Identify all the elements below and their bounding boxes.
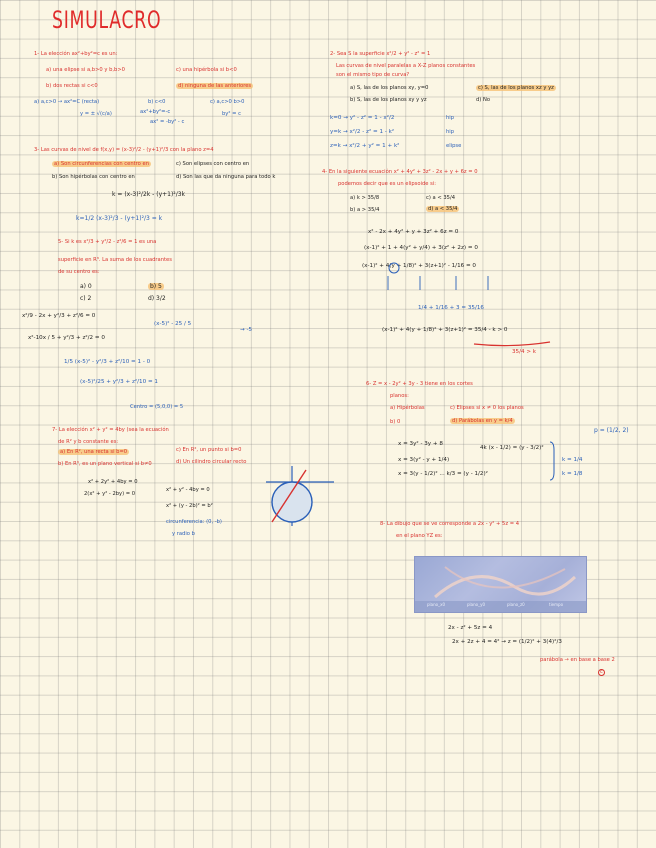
q5-work-3: (x-5)² - 25 / 5 — [154, 321, 192, 327]
q2-tag-1: hip — [446, 115, 455, 121]
arrow-marks — [388, 276, 488, 290]
q5-work-4: → -5 — [240, 327, 253, 333]
q2-work-2: y=k → x²/2 - z² = 1 - k² — [330, 129, 395, 135]
q7-statement-2: de R² y b constante es: — [58, 439, 119, 445]
q3-equation-2: k=1/2 (x-3)²/3 - (y+1)²/3 = k — [76, 215, 163, 222]
q1-work-b: b) c<0 — [148, 99, 166, 105]
q6-side-3: k = 1/4 — [562, 457, 583, 463]
q1-work-a: a) a,c>0 → ax²=C (recta) — [34, 99, 100, 105]
q5-work-6: (x-5)²/25 + y²/3 + z²/10 = 1 — [80, 379, 158, 385]
q6-work-1: x = 3y² - 3y + 8 — [398, 441, 443, 447]
photo-label-3: plano_z0 — [507, 602, 525, 607]
q4-work-4: 1/4 + 1/16 + 3 = 35/16 — [418, 305, 484, 311]
q6-work-3: x = 3(y - 1/2)² ... k/3 = (y - 1/2)² — [398, 471, 488, 477]
q6-statement: 6- Z = x - 2y² + 3y - 3 tiene en los cortes — [366, 381, 473, 387]
q5-work-2: x²-10x / 5 + y²/3 + z²/2 = 0 — [28, 335, 105, 341]
q2-option-b: b) S, las de los planos xy y yz — [350, 97, 427, 103]
q2-work-3: z=k → x²/2 + y² = 1 + k² — [330, 143, 400, 149]
q6-option-d: d) Parábolas en y = k/4 — [452, 418, 513, 424]
q2-option-a: a) S, las de los planos xy, y=0 — [350, 85, 429, 91]
q6-work-2: x = 3(y² - y + 1/4) — [398, 457, 450, 463]
q1-work-b2: ax²+by²=-c — [140, 109, 171, 115]
q7-option-b: b) En R³, es un plano vertical si b≠0 — [58, 461, 152, 467]
q1-work-c2: by² = c — [222, 111, 241, 117]
q4-work-3: (x-1)² + 4(y + 1/8)² + 3(z+1)² - 1/16 = 0 — [362, 263, 476, 269]
bracket-stroke — [550, 442, 554, 480]
q6-statement-2: planos: — [390, 393, 409, 399]
q2-tag-3: elipse — [446, 143, 462, 149]
q7-circle-sketch — [262, 464, 338, 528]
q6-option-b: b) 0 — [390, 419, 401, 425]
q1-option-c: c) una hipérbola si b<0 — [176, 67, 237, 73]
q2-option-d: d) No — [476, 97, 491, 103]
q7-work-1b: x² + y² - 4by = 0 — [166, 487, 210, 493]
q4-underline — [472, 340, 552, 348]
q3-statement: 3- Las curvas de nivel de f(x,y) = (x-3)²/2 - (y+1)²/3 con la plano z=4 — [34, 147, 214, 153]
q6-option-c: c) Elipses si x ≠ 0 los planos — [450, 405, 524, 411]
q7-work-2: 2(x² + y² - 2by) = 0 — [84, 491, 136, 497]
q5-work-1: x²/9 - 2x + y²/3 + z²/6 = 0 — [22, 313, 96, 319]
q6-side-4: k = 1/8 — [562, 471, 583, 477]
photo-label-1: plano_x0 — [427, 602, 445, 607]
q7-option-a: a) En R², una recta si b=0 — [60, 449, 128, 455]
q8-work-3: parábola → en base a base 2 — [540, 657, 615, 663]
sketch-circle — [272, 482, 312, 522]
q2-work-1: k=0 → y² - z² = 1 - x²/2 — [330, 115, 395, 121]
q6-option-a: a) Hipérbolas — [390, 405, 425, 411]
q7-work-3: circunferencia: (0, -b) — [166, 519, 222, 525]
q5-statement: 5- Si k es x²/3 + y²/2 - z²/6 = 1 es una — [58, 239, 157, 245]
q5-option-a: a) 0 — [80, 283, 92, 290]
photo-label-4: tiempo — [549, 602, 564, 607]
q4-work-5: (x-1)² + 4(y + 1/8)² + 3(z+1)² = 35/4 - k > 0 — [382, 327, 508, 333]
q2-statement-2: Las curvas de nivel paralelas a X-Z planos constantes — [336, 63, 476, 69]
q3-option-a: a) Son circunferencias con centro en — [54, 161, 149, 167]
q4-statement: 4- En la siguiente ecuación x² + 4y² + 3z² - 2x + y + 6z = 0 — [322, 169, 478, 175]
q3-option-d: d) Son las que da ninguna para todo k — [176, 174, 276, 180]
q7-option-c: c) En R², un punto si b=0 — [176, 447, 242, 453]
q8-statement: 8- La dibujo que se ve corresponde a 2x - y² + 5z = 4 — [380, 521, 519, 527]
q7-option-d: d) Un cilindro circular recto — [176, 459, 247, 465]
q5-work-5: 1/5 (x-5)² - y²/3 + z²/10 = 1 - 0 — [64, 359, 151, 365]
circle-mark — [389, 263, 399, 273]
q5-option-d: d) 3/2 — [148, 295, 166, 302]
q4-statement-2: podemos decir que es un elipsoide si: — [338, 181, 436, 187]
q2-statement: 2- Sea S la superficie x²/2 + y² - z² = 1 — [330, 51, 431, 57]
q7-work-1: x² + 2y² + 4by = 0 — [88, 479, 138, 485]
surface-curve-2 — [445, 567, 565, 588]
q4-work-1: x² - 2x + 4y² + y + 3z² + 6z = 0 — [368, 229, 459, 235]
q1-option-a: a) una elipse si a,b>0 y b,b>0 — [46, 67, 125, 73]
q4-work-2: (x-1)² + 1 + 4(y² + y/4) + 3(z² + 2z) = 0 — [364, 245, 478, 251]
q5-option-b: b) 5 — [150, 283, 162, 290]
surface-photo — [414, 556, 587, 613]
q6-bracket — [548, 440, 556, 482]
q1-option-d: d) ninguna de las anteriores — [178, 83, 252, 89]
q6-side-2: p = (1/2, 2) — [594, 427, 629, 434]
q8-statement-2: en el plano YZ es: — [396, 533, 443, 539]
q3-option-c: c) Son elipses con centro en — [176, 161, 250, 167]
q1-work-a2: y = ± √(c/a) — [80, 111, 112, 117]
page-title: SIMULACRO — [52, 6, 162, 34]
q4-option-d: d) a < 35/4 — [428, 206, 458, 212]
q2-option-c: c) S, las de los planos xz y yz — [478, 85, 554, 91]
q4-brace-marks — [380, 262, 510, 292]
q2-tag-2: hip — [446, 129, 455, 135]
q4-option-b: b) a > 35/4 — [350, 207, 380, 213]
photo-label-2: plano_y0 — [467, 602, 485, 607]
q1-option-b: b) dos rectas si c<0 — [46, 83, 98, 89]
q5-center: Centro = (5,0,0) = 5 — [130, 404, 184, 410]
q4-work-6: 35/4 > k — [512, 349, 537, 355]
underline-stroke — [474, 342, 550, 346]
q5-statement-3: de su centro es: — [58, 269, 100, 275]
q8-work-2: 2x + 2z + 4 = 4² → z = (1/2)² + 3(4)²/3 — [452, 639, 562, 645]
q2-statement-3: son el mismo tipo de curva? — [336, 72, 410, 78]
q1-work-c: c) a,c>0 b>0 — [210, 99, 245, 105]
q3-equation-1: k = (x-3)²/2k - (y+1)²/3k — [112, 191, 186, 198]
q7-work-4: y radio b — [172, 531, 195, 537]
q8-circled-answer: c — [600, 669, 603, 675]
q4-option-c: c) a < 35/4 — [426, 195, 455, 201]
q1-work-b3: ax² = -by² - c — [150, 119, 185, 125]
q7-statement: 7- La elección x² + y² = 4by (sea la ecuación — [52, 427, 169, 433]
q6-side-1: 4k (x - 1/2) = (y - 3/2)² — [480, 445, 544, 451]
q1-statement: 1- La elección ax²+by²=c es un: — [34, 51, 118, 57]
q5-statement-2: superficie en R³. La suma de los cuadrantes — [58, 257, 172, 263]
q3-option-b: b) Son hipérbolas con centro en — [52, 174, 135, 180]
q7-work-2b: x² + (y - 2b)² = b² — [166, 503, 213, 509]
q4-option-a: a) k > 35/8 — [350, 195, 380, 201]
q5-option-c: c) 2 — [80, 295, 92, 302]
q8-work-1: 2x - z² + 5z = 4 — [448, 625, 493, 631]
